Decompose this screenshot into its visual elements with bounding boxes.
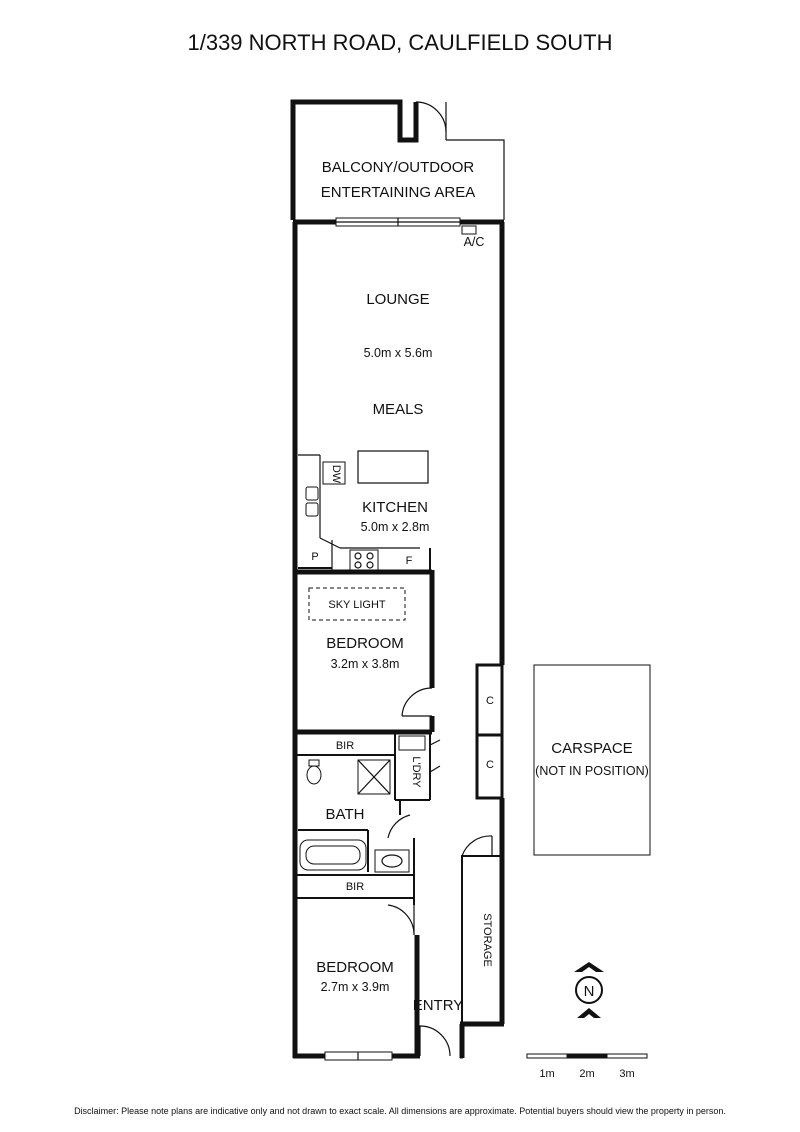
kitchen-label: KITCHEN: [362, 499, 428, 516]
ac-label: A/C: [463, 235, 485, 249]
kitchen-dims: 5.0m x 2.8m: [360, 520, 430, 534]
bir2-label: BIR: [345, 881, 365, 893]
scale-label-1m: 1m: [539, 1068, 555, 1080]
page-title: 1/339 NORTH ROAD, CAULFIELD SOUTH: [187, 30, 613, 55]
dishwasher-label: DW: [330, 464, 342, 484]
scale-label-2m: 2m: [579, 1068, 595, 1080]
side-cupboards: [477, 665, 502, 798]
pantry-label: P: [311, 551, 319, 563]
bedroom2-label: BEDROOM: [316, 959, 394, 976]
cupboard2-label: C: [486, 759, 494, 771]
carspace-note: (NOT IN POSITION): [535, 764, 649, 778]
disclaimer-text: Disclaimer: Please note plans are indicative only and not drawn to exact scale. All dimensions are approximate. Potential buyers should view the property in person.: [74, 1106, 726, 1116]
carspace-label: CARSPACE: [551, 740, 633, 757]
lounge-dims: 5.0m x 5.6m: [363, 346, 433, 360]
storage-label: STORAGE: [481, 913, 493, 967]
compass-letter: N: [583, 983, 595, 1000]
laundry-label: L'DRY: [410, 756, 422, 788]
bathroom-fixtures: [298, 760, 414, 900]
bir1-label: BIR: [335, 740, 355, 752]
ac-unit: [462, 226, 476, 234]
bedroom2-walls: [325, 898, 417, 1060]
sliding-door: [336, 218, 460, 226]
scale-label-3m: 3m: [619, 1068, 635, 1080]
bedroom1-dims: 3.2m x 3.8m: [330, 657, 400, 671]
scale-bar: [527, 1054, 647, 1058]
skylight-label: SKY LIGHT: [328, 599, 386, 611]
lounge-label: LOUNGE: [366, 291, 430, 308]
carspace: [534, 665, 650, 855]
meals-label: MEALS: [372, 401, 424, 418]
balcony-label-line1: BALCONY/OUTDOOR: [321, 159, 475, 176]
bath-label: BATH: [325, 806, 365, 823]
bedroom1-label: BEDROOM: [326, 635, 404, 652]
balcony-label-line2: ENTERTAINING AREA: [320, 184, 476, 201]
bedroom2-dims: 2.7m x 3.9m: [320, 980, 390, 994]
entry-label: ENTRY: [412, 997, 464, 1014]
cupboard1-label: C: [486, 695, 494, 707]
fridge-label: F: [405, 555, 413, 567]
